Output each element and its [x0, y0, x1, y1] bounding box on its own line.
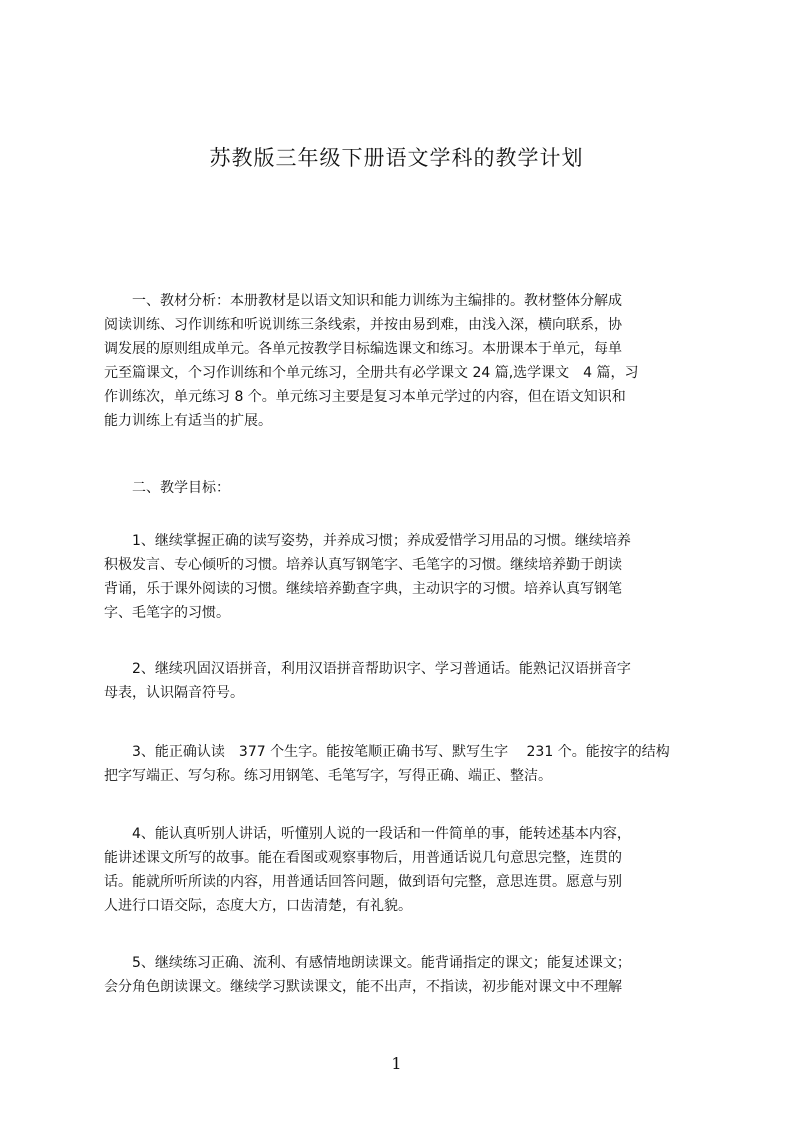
section-teaching-goals-heading — [104, 476, 698, 500]
section-goal-2 — [104, 657, 698, 705]
text-line: 字、毛笔字的习惯。 — [104, 605, 230, 621]
text-line: 人进行口语交际，态度大方，口齿清楚，有礼貌。 — [104, 898, 412, 914]
section-goal-4 — [104, 822, 698, 918]
text-line: 阅读训练、习作训练和听说训练三条线索，并按由易到难，由浅入深，横向联系，协 — [104, 317, 622, 333]
text-line: 母表，认识隔音符号。 — [104, 685, 244, 701]
section-goal-5 — [104, 951, 698, 999]
text-line: 一、教材分析：本册教材是以语文知识和能力训练为主编排的。教材整体分解成 — [104, 293, 622, 309]
section-teaching-material-analysis — [104, 289, 698, 433]
text-line: 能讲述课文所写的故事。能在看图或观察事物后，用普通话说几句意思完整，连贯的 — [104, 850, 622, 866]
section-heading: 二、教学目标： — [104, 480, 230, 496]
text-line: 话。能就所听所读的内容，用普通话回答问题，做到语句完整，意思连贯。愿意与别 — [104, 874, 622, 890]
text-line: 把字写端正、写匀称。练习用钢笔、毛笔写字，写得正确、端正、整洁。 — [104, 768, 552, 784]
document-title: 苏教版三年级下册语文学科的教学计划 — [209, 146, 584, 170]
page-number: 1 — [391, 1054, 402, 1073]
section-goal-1 — [104, 529, 698, 625]
text-line: 3、能正确认读 377 个生字。能按笔顺正确书写、默写生字 231 个。能按字的结构 — [104, 744, 670, 760]
text-line: 背诵，乐于课外阅读的习惯。继续培养勤查字典，主动识字的习惯。培养认真写钢笔 — [104, 581, 622, 597]
text-line: 会分角色朗读课文。继续学习默读课文，能不出声，不指读，初步能对课文中不理解 — [104, 979, 622, 995]
text-line: 2、继续巩固汉语拼音，利用汉语拼音帮助识字、学习普通话。能熟记汉语拼音字 — [104, 661, 631, 677]
text-line: 4、能认真听别人讲话，听懂别人说的一段话和一件简单的事，能转述基本内容， — [104, 826, 631, 842]
text-line: 作训练次，单元练习 8 个。单元练习主要是复习本单元学过的内容，但在语文知识和 — [104, 389, 626, 405]
text-line: 能力训练上有适当的扩展。 — [104, 413, 272, 429]
text-line: 积极发言、专心倾听的习惯。培养认真写钢笔字、毛笔字的习惯。继续培养勤于朗读 — [104, 557, 622, 573]
text-line: 元至篇课文，个习作训练和个单元练习，全册共有必学课文 24 篇,选学课文 4 篇，习 — [104, 365, 639, 381]
text-line: 5、继续练习正确、流利、有感情地朗读课文。能背诵指定的课文；能复述课文； — [104, 955, 631, 971]
text-line: 调发展的原则组成单元。各单元按教学目标编选课文和练习。本册课本于单元，每单 — [104, 341, 622, 357]
text-line: 1、继续掌握正确的读写姿势，并养成习惯；养成爱惜学习用品的习惯。继续培养 — [104, 533, 631, 549]
section-goal-3 — [104, 740, 698, 788]
